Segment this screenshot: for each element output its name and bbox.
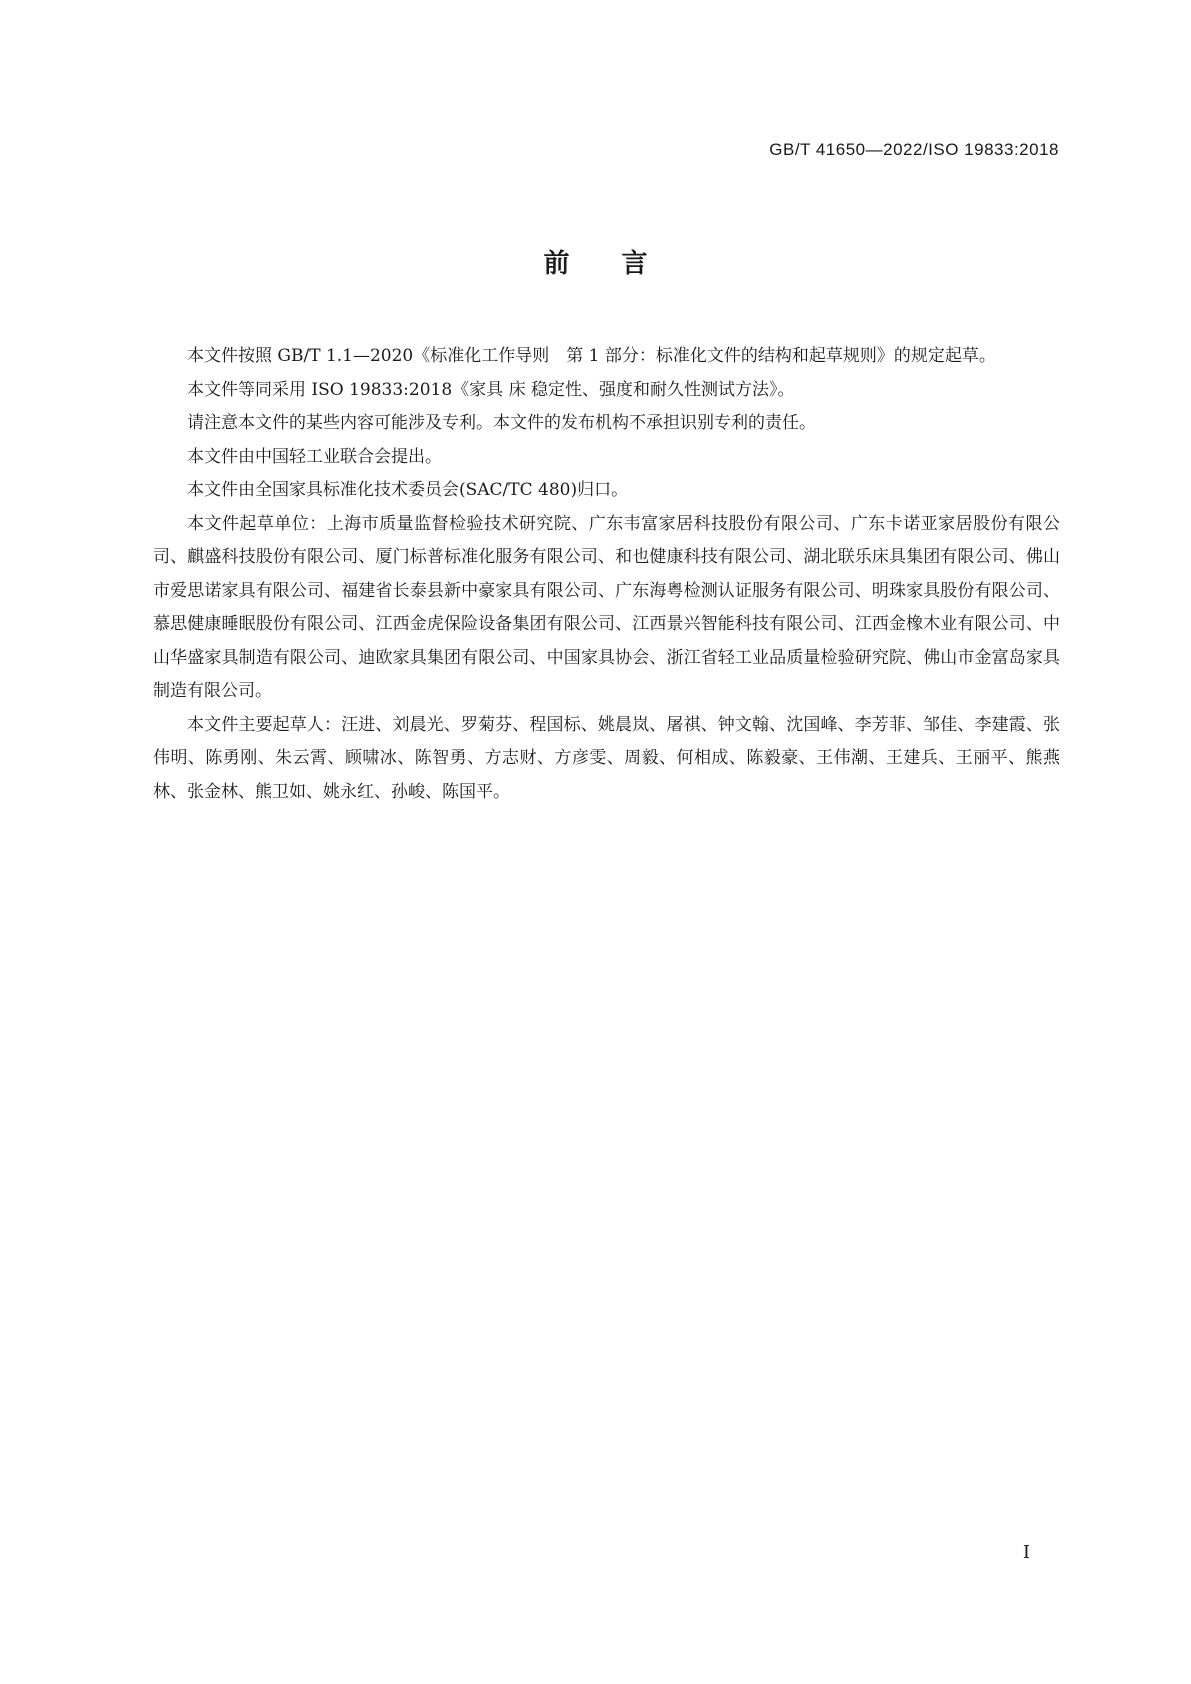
paragraph-drafting-organizations: 本文件起草单位：上海市质量监督检验技术研究院、广东韦富家居科技股份有限公司、广东卡诺亚家居股份有限公司、麒盛科技股份有限公司、厦门标普标准化服务有限公司、和也健康科技有限公司、湖北联乐床具集团有限公司、佛山市爱思诺家具有限公司、福建省长泰县新中豪家具有限公司、广东海粤检测认证服务有限公司、明珠家具股份有限公司、慕思健康睡眠股份有限公司、江西金虎保险设备集团有限公司、江西景兴智能科技有限公司、江西金橡木业有限公司、中山华盛家具制造有限公司、迪欧家具集团有限公司、中国家具协会、浙江省轻工业品质量检验研究院、佛山市金富岛家具制造有限公司。: [153, 513, 1060, 701]
paragraph-proposer: 本文件由中国轻工业联合会提出。: [187, 446, 442, 467]
paragraph-technical-committee: 本文件由全国家具标准化技术委员会(SAC/TC 480)归口。: [187, 480, 629, 500]
standard-code-header: GB/T 41650—2022/ISO 19833:2018: [769, 140, 1059, 159]
preface-title: 前言: [543, 249, 700, 279]
paragraph-patent-notice: 请注意本文件的某些内容可能涉及专利。本文件的发布机构不承担识别专利的责任。: [187, 413, 816, 433]
paragraph-iso-adoption: 本文件等同采用 ISO 19833:2018《家具 床 稳定性、强度和耐久性测试方法》。: [187, 379, 795, 400]
paragraph-drafting-rules: 本文件按照 GB/T 1.1—2020《标准化工作导则 第 1 部分：标准化文件的结构和起草规则》的规定起草。: [187, 346, 996, 366]
preface-body: [153, 340, 1060, 809]
paragraph-drafters: 本文件主要起草人：汪进、刘晨光、罗菊芬、程国标、姚晨岚、屠祺、钟文翰、沈国峰、李芳菲、邹佳、李建霞、张伟明、陈勇刚、朱云霄、顾啸冰、陈智勇、方志财、方彦雯、周毅、何相成、陈毅豪、王伟潮、王建兵、王丽平、熊燕林、张金林、熊卫如、姚永红、孙峻、陈国平。: [153, 714, 1060, 802]
page-number: I: [1022, 1542, 1030, 1563]
